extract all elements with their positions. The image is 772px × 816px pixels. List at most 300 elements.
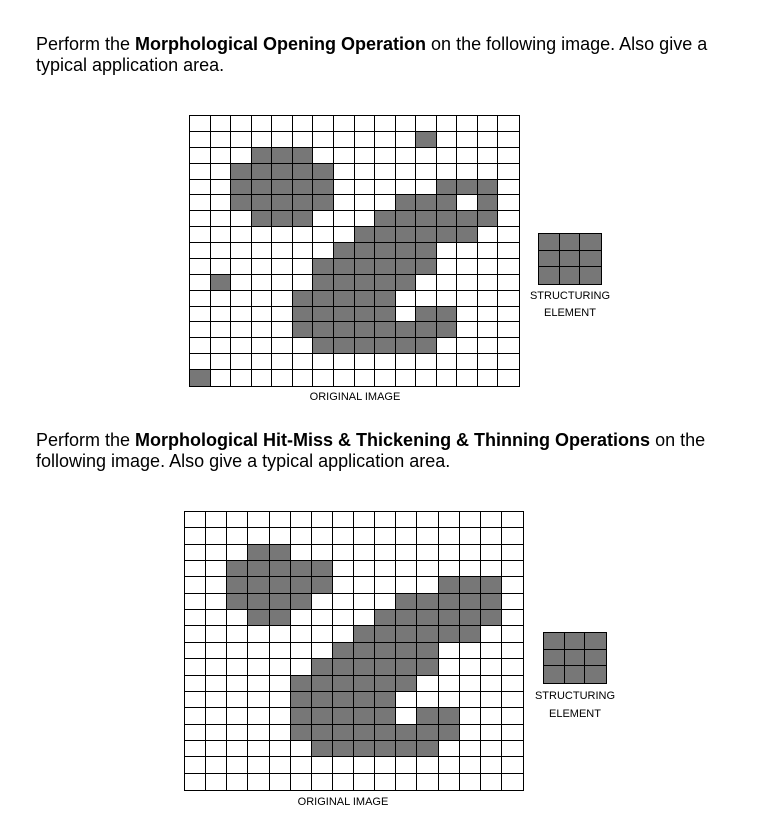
q2-operation-name: Morphological Hit-Miss & Thickening & Thinning Operations <box>135 430 651 450</box>
pixel-cell <box>291 594 312 610</box>
pixel-cell <box>248 757 269 773</box>
pixel-cell <box>334 148 355 164</box>
pixel-cell <box>478 116 499 132</box>
pixel-cell <box>248 643 269 659</box>
pixel-cell <box>498 227 519 243</box>
structuring-element-cell <box>580 234 601 251</box>
pixel-cell <box>190 164 211 180</box>
pixel-cell <box>231 195 252 211</box>
pixel-cell <box>293 275 314 291</box>
q1-suffix: on the following image. Also give a typical application area. <box>36 34 708 75</box>
pixel-cell <box>416 148 437 164</box>
pixel-cell <box>416 211 437 227</box>
pixel-cell <box>231 243 252 259</box>
pixel-cell <box>293 370 314 386</box>
pixel-cell <box>248 561 269 577</box>
pixel-cell <box>252 322 273 338</box>
pixel-cell <box>185 512 206 528</box>
pixel-cell <box>313 164 334 180</box>
pixel-cell <box>185 708 206 724</box>
pixel-cell <box>375 132 396 148</box>
pixel-cell <box>417 577 438 593</box>
pixel-cell <box>252 291 273 307</box>
pixel-cell <box>211 370 232 386</box>
pixel-cell <box>291 676 312 692</box>
pixel-cell <box>270 528 291 544</box>
pixel-cell <box>248 626 269 642</box>
pixel-cell <box>185 757 206 773</box>
pixel-cell <box>437 307 458 323</box>
pixel-cell <box>396 291 417 307</box>
pixel-cell <box>354 610 375 626</box>
pixel-cell <box>354 512 375 528</box>
pixel-cell <box>313 180 334 196</box>
pixel-cell <box>375 322 396 338</box>
pixel-cell <box>502 626 523 642</box>
pixel-cell <box>355 211 376 227</box>
pixel-cell <box>375 195 396 211</box>
pixel-cell <box>227 692 248 708</box>
pixel-cell <box>248 676 269 692</box>
pixel-cell <box>396 610 417 626</box>
pixel-cell <box>333 643 354 659</box>
pixel-cell <box>312 545 333 561</box>
pixel-cell <box>375 643 396 659</box>
pixel-cell <box>396 725 417 741</box>
pixel-cell <box>334 195 355 211</box>
pixel-cell <box>206 528 227 544</box>
pixel-cell <box>481 708 502 724</box>
pixel-cell <box>248 741 269 757</box>
pixel-cell <box>206 561 227 577</box>
pixel-cell <box>439 676 460 692</box>
structuring-element-cell <box>560 234 581 251</box>
pixel-cell <box>460 692 481 708</box>
pixel-cell <box>396 757 417 773</box>
pixel-cell <box>334 259 355 275</box>
pixel-cell <box>354 725 375 741</box>
pixel-cell <box>417 594 438 610</box>
pixel-cell <box>312 741 333 757</box>
pixel-cell <box>333 692 354 708</box>
pixel-cell <box>211 164 232 180</box>
pixel-cell <box>437 164 458 180</box>
pixel-cell <box>375 757 396 773</box>
pixel-cell <box>312 708 333 724</box>
pixel-cell <box>313 116 334 132</box>
pixel-cell <box>498 322 519 338</box>
se-caption-1b: ELEMENT <box>544 307 596 319</box>
pixel-cell <box>478 322 499 338</box>
pixel-cell <box>396 774 417 790</box>
pixel-cell <box>481 757 502 773</box>
pixel-cell <box>417 528 438 544</box>
pixel-cell <box>313 275 334 291</box>
pixel-cell <box>502 528 523 544</box>
pixel-cell <box>396 741 417 757</box>
pixel-cell <box>313 338 334 354</box>
pixel-cell <box>206 676 227 692</box>
pixel-cell <box>252 370 273 386</box>
pixel-cell <box>460 725 481 741</box>
pixel-cell <box>291 725 312 741</box>
pixel-cell <box>416 370 437 386</box>
pixel-cell <box>211 180 232 196</box>
pixel-cell <box>498 148 519 164</box>
pixel-cell <box>396 577 417 593</box>
structuring-element-cell <box>585 666 606 683</box>
pixel-cell <box>291 643 312 659</box>
pixel-cell <box>437 148 458 164</box>
pixel-cell <box>396 116 417 132</box>
pixel-cell <box>231 307 252 323</box>
pixel-cell <box>312 528 333 544</box>
pixel-cell <box>396 692 417 708</box>
pixel-cell <box>211 338 232 354</box>
pixel-cell <box>211 307 232 323</box>
pixel-cell <box>231 116 252 132</box>
pixel-cell <box>252 195 273 211</box>
pixel-cell <box>354 545 375 561</box>
pixel-cell <box>291 626 312 642</box>
pixel-cell <box>227 741 248 757</box>
pixel-cell <box>185 577 206 593</box>
structuring-element-2 <box>543 632 607 684</box>
pixel-cell <box>439 741 460 757</box>
pixel-cell <box>190 180 211 196</box>
pixel-cell <box>460 512 481 528</box>
pixel-cell <box>354 594 375 610</box>
pixel-cell <box>375 180 396 196</box>
pixel-cell <box>206 774 227 790</box>
pixel-cell <box>460 774 481 790</box>
pixel-cell <box>185 610 206 626</box>
pixel-cell <box>416 227 437 243</box>
pixel-cell <box>227 643 248 659</box>
pixel-cell <box>396 561 417 577</box>
pixel-cell <box>396 626 417 642</box>
pixel-cell <box>248 545 269 561</box>
pixel-cell <box>416 132 437 148</box>
pixel-cell <box>478 180 499 196</box>
pixel-cell <box>272 164 293 180</box>
pixel-cell <box>355 354 376 370</box>
pixel-cell <box>227 577 248 593</box>
pixel-cell <box>354 561 375 577</box>
pixel-cell <box>375 259 396 275</box>
pixel-cell <box>396 307 417 323</box>
pixel-cell <box>439 708 460 724</box>
pixel-cell <box>417 708 438 724</box>
pixel-cell <box>333 610 354 626</box>
structuring-element-cell <box>585 633 606 650</box>
pixel-cell <box>354 626 375 642</box>
pixel-cell <box>313 354 334 370</box>
pixel-cell <box>375 164 396 180</box>
pixel-cell <box>185 643 206 659</box>
pixel-cell <box>375 338 396 354</box>
pixel-cell <box>211 275 232 291</box>
pixel-cell <box>396 132 417 148</box>
pixel-cell <box>439 725 460 741</box>
pixel-cell <box>375 708 396 724</box>
pixel-cell <box>185 528 206 544</box>
pixel-cell <box>272 259 293 275</box>
pixel-cell <box>460 528 481 544</box>
pixel-cell <box>185 626 206 642</box>
pixel-cell <box>270 692 291 708</box>
pixel-cell <box>478 243 499 259</box>
pixel-cell <box>252 259 273 275</box>
pixel-cell <box>313 211 334 227</box>
pixel-cell <box>248 577 269 593</box>
pixel-cell <box>437 227 458 243</box>
pixel-cell <box>457 307 478 323</box>
pixel-cell <box>478 164 499 180</box>
pixel-cell <box>293 164 314 180</box>
pixel-cell <box>478 259 499 275</box>
pixel-cell <box>291 528 312 544</box>
pixel-cell <box>185 545 206 561</box>
pixel-cell <box>460 594 481 610</box>
pixel-cell <box>354 774 375 790</box>
pixel-cell <box>211 354 232 370</box>
pixel-cell <box>498 275 519 291</box>
pixel-cell <box>333 725 354 741</box>
pixel-cell <box>211 259 232 275</box>
structuring-element-cell <box>565 633 586 650</box>
pixel-cell <box>375 148 396 164</box>
pixel-cell <box>502 774 523 790</box>
pixel-cell <box>498 116 519 132</box>
pixel-cell <box>252 338 273 354</box>
pixel-cell <box>248 692 269 708</box>
pixel-cell <box>252 164 273 180</box>
pixel-cell <box>270 610 291 626</box>
pixel-cell <box>396 370 417 386</box>
pixel-cell <box>498 243 519 259</box>
pixel-cell <box>355 338 376 354</box>
pixel-cell <box>272 116 293 132</box>
pixel-cell <box>354 577 375 593</box>
pixel-cell <box>334 354 355 370</box>
pixel-cell <box>231 148 252 164</box>
pixel-cell <box>457 132 478 148</box>
pixel-cell <box>312 577 333 593</box>
pixel-cell <box>481 610 502 626</box>
pixel-cell <box>313 259 334 275</box>
pixel-cell <box>272 338 293 354</box>
pixel-cell <box>375 227 396 243</box>
pixel-cell <box>439 774 460 790</box>
pixel-cell <box>312 626 333 642</box>
pixel-cell <box>270 512 291 528</box>
pixel-cell <box>248 774 269 790</box>
pixel-cell <box>354 757 375 773</box>
pixel-cell <box>481 561 502 577</box>
pixel-cell <box>270 659 291 675</box>
pixel-cell <box>481 725 502 741</box>
pixel-cell <box>375 275 396 291</box>
pixel-cell <box>272 180 293 196</box>
pixel-cell <box>417 610 438 626</box>
pixel-cell <box>227 626 248 642</box>
pixel-cell <box>354 708 375 724</box>
pixel-cell <box>312 610 333 626</box>
pixel-cell <box>227 708 248 724</box>
pixel-cell <box>293 354 314 370</box>
pixel-cell <box>416 338 437 354</box>
structuring-element-cell <box>539 267 560 284</box>
pixel-cell <box>190 370 211 386</box>
pixel-cell <box>333 676 354 692</box>
pixel-cell <box>437 275 458 291</box>
structuring-element-cell <box>560 267 581 284</box>
pixel-cell <box>334 227 355 243</box>
pixel-cell <box>291 659 312 675</box>
pixel-cell <box>312 512 333 528</box>
pixel-cell <box>206 692 227 708</box>
pixel-cell <box>248 708 269 724</box>
pixel-cell <box>334 164 355 180</box>
pixel-cell <box>211 227 232 243</box>
pixel-cell <box>211 195 232 211</box>
pixel-cell <box>248 610 269 626</box>
pixel-cell <box>396 512 417 528</box>
pixel-cell <box>190 132 211 148</box>
pixel-cell <box>375 626 396 642</box>
pixel-cell <box>291 561 312 577</box>
pixel-cell <box>437 259 458 275</box>
pixel-cell <box>481 774 502 790</box>
pixel-cell <box>231 180 252 196</box>
structuring-element-cell <box>539 251 560 268</box>
pixel-cell <box>457 116 478 132</box>
pixel-cell <box>231 275 252 291</box>
pixel-cell <box>396 354 417 370</box>
pixel-cell <box>460 676 481 692</box>
pixel-cell <box>396 594 417 610</box>
pixel-cell <box>227 512 248 528</box>
pixel-cell <box>355 164 376 180</box>
pixel-cell <box>498 132 519 148</box>
pixel-cell <box>252 211 273 227</box>
pixel-cell <box>190 322 211 338</box>
pixel-cell <box>417 725 438 741</box>
pixel-cell <box>355 116 376 132</box>
pixel-cell <box>231 291 252 307</box>
pixel-cell <box>481 545 502 561</box>
pixel-cell <box>417 512 438 528</box>
pixel-cell <box>396 180 417 196</box>
pixel-cell <box>231 370 252 386</box>
pixel-cell <box>439 577 460 593</box>
pixel-cell <box>457 322 478 338</box>
pixel-cell <box>457 180 478 196</box>
q1-operation-name: Morphological Opening Operation <box>135 34 427 54</box>
pixel-cell <box>437 322 458 338</box>
pixel-cell <box>293 132 314 148</box>
pixel-cell <box>457 195 478 211</box>
pixel-cell <box>460 577 481 593</box>
pixel-cell <box>313 291 334 307</box>
pixel-cell <box>355 307 376 323</box>
pixel-cell <box>355 275 376 291</box>
pixel-cell <box>375 676 396 692</box>
pixel-cell <box>227 561 248 577</box>
pixel-cell <box>227 774 248 790</box>
pixel-cell <box>439 757 460 773</box>
pixel-cell <box>248 725 269 741</box>
structuring-element-1 <box>538 233 602 285</box>
pixel-cell <box>375 512 396 528</box>
pixel-cell <box>416 195 437 211</box>
pixel-cell <box>313 195 334 211</box>
pixel-cell <box>460 708 481 724</box>
pixel-cell <box>312 757 333 773</box>
pixel-cell <box>396 211 417 227</box>
pixel-cell <box>416 164 437 180</box>
pixel-cell <box>481 741 502 757</box>
pixel-cell <box>291 610 312 626</box>
pixel-cell <box>416 307 437 323</box>
pixel-cell <box>185 741 206 757</box>
structuring-element-cell <box>544 650 565 667</box>
pixel-cell <box>334 116 355 132</box>
pixel-cell <box>252 116 273 132</box>
pixel-cell <box>457 338 478 354</box>
pixel-cell <box>227 725 248 741</box>
pixel-cell <box>270 561 291 577</box>
pixel-cell <box>396 708 417 724</box>
pixel-cell <box>293 211 314 227</box>
se-caption-2b: ELEMENT <box>549 708 601 720</box>
pixel-cell <box>354 692 375 708</box>
structuring-element-cell <box>544 666 565 683</box>
pixel-cell <box>481 659 502 675</box>
pixel-cell <box>481 643 502 659</box>
pixel-cell <box>206 741 227 757</box>
pixel-cell <box>312 659 333 675</box>
pixel-cell <box>272 291 293 307</box>
pixel-cell <box>375 610 396 626</box>
pixel-cell <box>478 338 499 354</box>
pixel-cell <box>396 275 417 291</box>
pixel-cell <box>437 180 458 196</box>
pixel-cell <box>252 243 273 259</box>
pixel-cell <box>478 307 499 323</box>
pixel-cell <box>293 307 314 323</box>
pixel-cell <box>498 164 519 180</box>
structuring-element-cell <box>539 234 560 251</box>
pixel-cell <box>460 643 481 659</box>
pixel-cell <box>227 594 248 610</box>
pixel-cell <box>312 725 333 741</box>
pixel-cell <box>498 370 519 386</box>
pixel-cell <box>375 594 396 610</box>
pixel-cell <box>333 528 354 544</box>
pixel-cell <box>375 243 396 259</box>
pixel-cell <box>231 227 252 243</box>
pixel-cell <box>252 275 273 291</box>
pixel-cell <box>211 291 232 307</box>
pixel-cell <box>355 227 376 243</box>
pixel-cell <box>417 757 438 773</box>
pixel-cell <box>270 577 291 593</box>
pixel-cell <box>206 512 227 528</box>
pixel-cell <box>502 757 523 773</box>
pixel-cell <box>272 322 293 338</box>
